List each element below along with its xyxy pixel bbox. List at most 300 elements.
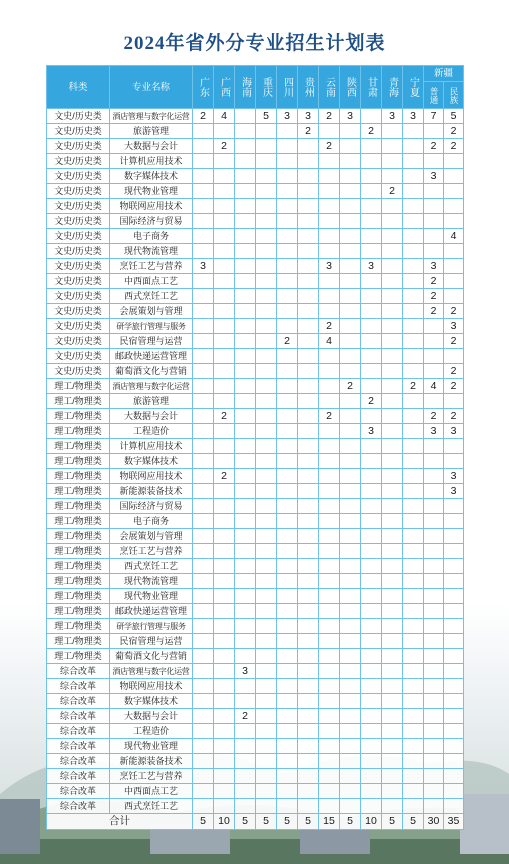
quota-cell: 2 [444, 334, 464, 349]
quota-cell [319, 244, 340, 259]
quota-cell: 2 [444, 124, 464, 139]
table-row [47, 259, 464, 274]
quota-cell [424, 199, 444, 214]
quota-cell [403, 499, 424, 514]
quota-cell [214, 259, 235, 274]
quota-cell [298, 334, 319, 349]
quota-cell [214, 784, 235, 799]
quota-cell [277, 319, 298, 334]
quota-cell [298, 694, 319, 709]
quota-cell [214, 364, 235, 379]
quota-cell [319, 514, 340, 529]
quota-cell [382, 724, 403, 739]
quota-cell [298, 724, 319, 739]
quota-cell [214, 484, 235, 499]
category-cell: 理工/物理类 [47, 649, 110, 664]
quota-cell [214, 319, 235, 334]
category-cell: 综合改革 [47, 799, 110, 814]
table-row [47, 364, 464, 379]
quota-cell [319, 619, 340, 634]
quota-cell [256, 679, 277, 694]
quota-cell [277, 604, 298, 619]
quota-cell [193, 499, 214, 514]
quota-cell [214, 424, 235, 439]
quota-cell [403, 199, 424, 214]
quota-cell [277, 274, 298, 289]
quota-cell [193, 589, 214, 604]
quota-cell [340, 244, 361, 259]
quota-cell [403, 694, 424, 709]
quota-cell [214, 454, 235, 469]
category-cell: 理工/物理类 [47, 634, 110, 649]
quota-cell: 3 [444, 319, 464, 334]
quota-cell [403, 409, 424, 424]
quota-cell [214, 574, 235, 589]
quota-cell [235, 634, 256, 649]
table-row [47, 379, 464, 394]
major-cell: 葡萄酒文化与营销 [110, 649, 193, 664]
quota-cell [403, 394, 424, 409]
quota-cell [319, 364, 340, 379]
quota-cell [361, 289, 382, 304]
quota-cell [214, 304, 235, 319]
total-cell: 5 [256, 814, 277, 830]
quota-cell [444, 739, 464, 754]
category-cell: 文史/历史类 [47, 349, 110, 364]
quota-cell [403, 424, 424, 439]
quota-cell [256, 709, 277, 724]
quota-cell [382, 439, 403, 454]
quota-cell [193, 304, 214, 319]
quota-cell [256, 739, 277, 754]
quota-cell [277, 229, 298, 244]
quota-cell [382, 589, 403, 604]
quota-cell [193, 424, 214, 439]
quota-cell [382, 259, 403, 274]
quota-cell [193, 319, 214, 334]
quota-cell [340, 199, 361, 214]
quota-cell [277, 724, 298, 739]
quota-cell [361, 514, 382, 529]
quota-cell: 2 [319, 319, 340, 334]
quota-cell: 3 [424, 424, 444, 439]
quota-cell [340, 664, 361, 679]
quota-cell [298, 514, 319, 529]
quota-cell [340, 619, 361, 634]
quota-cell: 3 [298, 109, 319, 124]
quota-cell [298, 349, 319, 364]
quota-cell [319, 199, 340, 214]
quota-cell [382, 169, 403, 184]
quota-cell [277, 589, 298, 604]
quota-cell [235, 409, 256, 424]
quota-cell [424, 334, 444, 349]
major-cell: 旅游管理 [110, 394, 193, 409]
quota-cell [214, 349, 235, 364]
quota-cell [361, 529, 382, 544]
quota-cell [277, 739, 298, 754]
category-cell: 理工/物理类 [47, 394, 110, 409]
quota-cell [444, 724, 464, 739]
quota-cell [235, 319, 256, 334]
quota-cell [403, 259, 424, 274]
quota-cell [193, 124, 214, 139]
quota-cell [382, 424, 403, 439]
quota-cell [444, 499, 464, 514]
quota-cell: 5 [256, 109, 277, 124]
table-row [47, 229, 464, 244]
quota-cell [424, 439, 444, 454]
quota-cell: 2 [277, 334, 298, 349]
quota-cell: 2 [444, 379, 464, 394]
category-cell: 理工/物理类 [47, 514, 110, 529]
quota-cell [424, 559, 444, 574]
quota-cell [319, 229, 340, 244]
quota-cell [382, 334, 403, 349]
category-cell: 理工/物理类 [47, 484, 110, 499]
quota-cell [382, 514, 403, 529]
quota-cell [424, 574, 444, 589]
category-cell: 理工/物理类 [47, 454, 110, 469]
quota-cell [193, 484, 214, 499]
quota-cell [403, 469, 424, 484]
major-cell: 会展策划与管理 [110, 529, 193, 544]
quota-cell [424, 319, 444, 334]
table-row [47, 754, 464, 769]
quota-cell [444, 274, 464, 289]
quota-cell [319, 304, 340, 319]
quota-cell [235, 559, 256, 574]
quota-cell [256, 574, 277, 589]
category-cell: 理工/物理类 [47, 424, 110, 439]
major-cell: 会展策划与管理 [110, 304, 193, 319]
quota-cell [340, 139, 361, 154]
quota-cell: 3 [361, 424, 382, 439]
total-cell: 10 [214, 814, 235, 830]
table-row [47, 574, 464, 589]
quota-cell [403, 769, 424, 784]
major-cell: 烹饪工艺与营养 [110, 544, 193, 559]
quota-cell [361, 214, 382, 229]
quota-cell [340, 469, 361, 484]
table-row [47, 214, 464, 229]
quota-cell [277, 199, 298, 214]
quota-cell [382, 799, 403, 814]
quota-cell [256, 469, 277, 484]
quota-cell [424, 799, 444, 814]
quota-cell [403, 124, 424, 139]
major-cell: 计算机应用技术 [110, 439, 193, 454]
header-xinjiang-sub: 普通 [424, 82, 444, 109]
quota-cell [340, 409, 361, 424]
quota-cell [361, 274, 382, 289]
quota-cell [382, 559, 403, 574]
quota-cell [319, 214, 340, 229]
major-cell: 现代物业管理 [110, 589, 193, 604]
quota-cell [193, 154, 214, 169]
quota-cell [403, 139, 424, 154]
quota-cell [424, 349, 444, 364]
quota-cell [340, 499, 361, 514]
quota-cell [444, 694, 464, 709]
quota-cell [235, 304, 256, 319]
quota-cell [298, 679, 319, 694]
major-cell: 中西面点工艺 [110, 274, 193, 289]
quota-cell [382, 379, 403, 394]
quota-cell [319, 484, 340, 499]
quota-cell [193, 199, 214, 214]
quota-cell: 2 [214, 409, 235, 424]
quota-cell [403, 184, 424, 199]
total-cell: 5 [403, 814, 424, 830]
quota-cell [235, 679, 256, 694]
quota-cell [319, 724, 340, 739]
quota-cell [340, 454, 361, 469]
quota-cell [340, 364, 361, 379]
quota-cell [235, 694, 256, 709]
quota-cell [193, 439, 214, 454]
quota-cell [235, 439, 256, 454]
quota-cell [340, 484, 361, 499]
table-row [47, 289, 464, 304]
quota-cell [214, 244, 235, 259]
quota-cell: 2 [319, 109, 340, 124]
major-cell: 酒店管理与数字化运营 [110, 664, 193, 679]
quota-cell [403, 529, 424, 544]
quota-cell [319, 784, 340, 799]
quota-cell [403, 274, 424, 289]
quota-cell [277, 559, 298, 574]
quota-cell [444, 559, 464, 574]
header-xinjiang: 新疆 [424, 66, 464, 82]
quota-cell [298, 619, 319, 634]
quota-cell [424, 664, 444, 679]
quota-cell [235, 484, 256, 499]
quota-cell [361, 229, 382, 244]
quota-cell [444, 784, 464, 799]
quota-cell [256, 364, 277, 379]
quota-cell [193, 334, 214, 349]
category-cell: 综合改革 [47, 694, 110, 709]
table-row [47, 484, 464, 499]
quota-cell [340, 229, 361, 244]
quota-cell [193, 649, 214, 664]
category-cell: 文史/历史类 [47, 259, 110, 274]
quota-cell [277, 349, 298, 364]
quota-cell [319, 754, 340, 769]
quota-cell: 7 [424, 109, 444, 124]
quota-cell [319, 799, 340, 814]
quota-cell [193, 754, 214, 769]
major-cell: 电子商务 [110, 229, 193, 244]
header-category: 科类 [47, 66, 110, 109]
quota-cell [403, 514, 424, 529]
quota-cell [444, 514, 464, 529]
quota-cell: 2 [424, 139, 444, 154]
quota-cell [235, 124, 256, 139]
quota-cell [444, 349, 464, 364]
total-cell: 15 [319, 814, 340, 830]
quota-cell [235, 379, 256, 394]
quota-cell [424, 709, 444, 724]
quota-cell [382, 754, 403, 769]
quota-cell: 3 [444, 484, 464, 499]
quota-cell [193, 574, 214, 589]
quota-cell: 4 [424, 379, 444, 394]
quota-cell [340, 739, 361, 754]
quota-cell [277, 304, 298, 319]
quota-cell [298, 574, 319, 589]
quota-cell [340, 184, 361, 199]
quota-cell [403, 169, 424, 184]
quota-cell: 4 [319, 334, 340, 349]
table-row [47, 124, 464, 139]
major-cell: 研学旅行管理与服务 [110, 319, 193, 334]
quota-cell [319, 544, 340, 559]
quota-cell [277, 214, 298, 229]
quota-cell [256, 514, 277, 529]
quota-cell [424, 769, 444, 784]
major-cell: 民宿管理与运营 [110, 634, 193, 649]
quota-cell [319, 589, 340, 604]
quota-cell [193, 289, 214, 304]
quota-cell [319, 679, 340, 694]
quota-cell [298, 439, 319, 454]
category-cell: 综合改革 [47, 724, 110, 739]
total-cell: 30 [424, 814, 444, 830]
major-cell: 数字媒体技术 [110, 169, 193, 184]
quota-cell [298, 589, 319, 604]
quota-cell [256, 604, 277, 619]
table-row [47, 469, 464, 484]
quota-cell [193, 349, 214, 364]
major-cell: 研学旅行管理与服务 [110, 619, 193, 634]
quota-cell [256, 484, 277, 499]
quota-cell [340, 424, 361, 439]
enrollment-plan-table [46, 65, 464, 830]
quota-cell [214, 799, 235, 814]
major-cell: 大数据与会计 [110, 409, 193, 424]
quota-cell [403, 544, 424, 559]
quota-cell [403, 289, 424, 304]
quota-cell [235, 454, 256, 469]
quota-cell [256, 409, 277, 424]
quota-cell [444, 214, 464, 229]
quota-cell [214, 439, 235, 454]
quota-cell [382, 694, 403, 709]
quota-cell [214, 769, 235, 784]
quota-cell [298, 424, 319, 439]
quota-cell [214, 619, 235, 634]
category-cell: 理工/物理类 [47, 559, 110, 574]
quota-cell [214, 544, 235, 559]
quota-cell [235, 424, 256, 439]
quota-cell [193, 214, 214, 229]
quota-cell [298, 799, 319, 814]
quota-cell [277, 364, 298, 379]
table-row [47, 799, 464, 814]
quota-cell [319, 529, 340, 544]
quota-cell [214, 199, 235, 214]
quota-cell [214, 679, 235, 694]
quota-cell [214, 499, 235, 514]
quota-cell [214, 154, 235, 169]
quota-cell [319, 454, 340, 469]
major-cell: 旅游管理 [110, 124, 193, 139]
quota-cell [319, 649, 340, 664]
quota-cell [277, 799, 298, 814]
table-row [47, 784, 464, 799]
major-cell: 国际经济与贸易 [110, 214, 193, 229]
table-row [47, 739, 464, 754]
quota-cell [444, 244, 464, 259]
quota-cell [193, 679, 214, 694]
quota-cell [214, 559, 235, 574]
table-row [47, 424, 464, 439]
header-province: 广东 [193, 66, 214, 109]
category-cell: 文史/历史类 [47, 184, 110, 199]
table-row [47, 559, 464, 574]
total-label: 合计 [47, 814, 193, 830]
quota-cell [298, 469, 319, 484]
quota-cell [214, 124, 235, 139]
table-row [47, 139, 464, 154]
major-cell: 电子商务 [110, 514, 193, 529]
quota-cell [444, 544, 464, 559]
quota-cell [319, 634, 340, 649]
quota-cell [277, 499, 298, 514]
table-row [47, 694, 464, 709]
total-cell: 5 [340, 814, 361, 830]
quota-cell [256, 499, 277, 514]
quota-cell: 2 [444, 364, 464, 379]
quota-cell [382, 664, 403, 679]
quota-cell [277, 529, 298, 544]
quota-cell [298, 634, 319, 649]
quota-cell [256, 244, 277, 259]
header-province: 云南 [319, 66, 340, 109]
quota-cell [361, 799, 382, 814]
quota-cell [277, 619, 298, 634]
quota-cell [403, 574, 424, 589]
table-row [47, 514, 464, 529]
quota-cell [319, 379, 340, 394]
quota-cell: 2 [424, 304, 444, 319]
quota-cell [256, 259, 277, 274]
quota-cell [361, 619, 382, 634]
quota-cell [444, 754, 464, 769]
quota-cell [361, 679, 382, 694]
category-cell: 理工/物理类 [47, 604, 110, 619]
quota-cell [424, 739, 444, 754]
quota-cell [340, 769, 361, 784]
header-province: 宁夏 [403, 66, 424, 109]
quota-cell [340, 679, 361, 694]
quota-cell [235, 214, 256, 229]
quota-cell [256, 334, 277, 349]
quota-cell: 2 [235, 709, 256, 724]
quota-cell: 2 [319, 139, 340, 154]
quota-cell [214, 514, 235, 529]
header-province: 甘肃 [361, 66, 382, 109]
quota-cell [444, 619, 464, 634]
quota-cell [298, 154, 319, 169]
major-cell: 新能源装备技术 [110, 754, 193, 769]
table-row [47, 274, 464, 289]
quota-cell [319, 274, 340, 289]
quota-cell [235, 109, 256, 124]
major-cell: 国际经济与贸易 [110, 499, 193, 514]
